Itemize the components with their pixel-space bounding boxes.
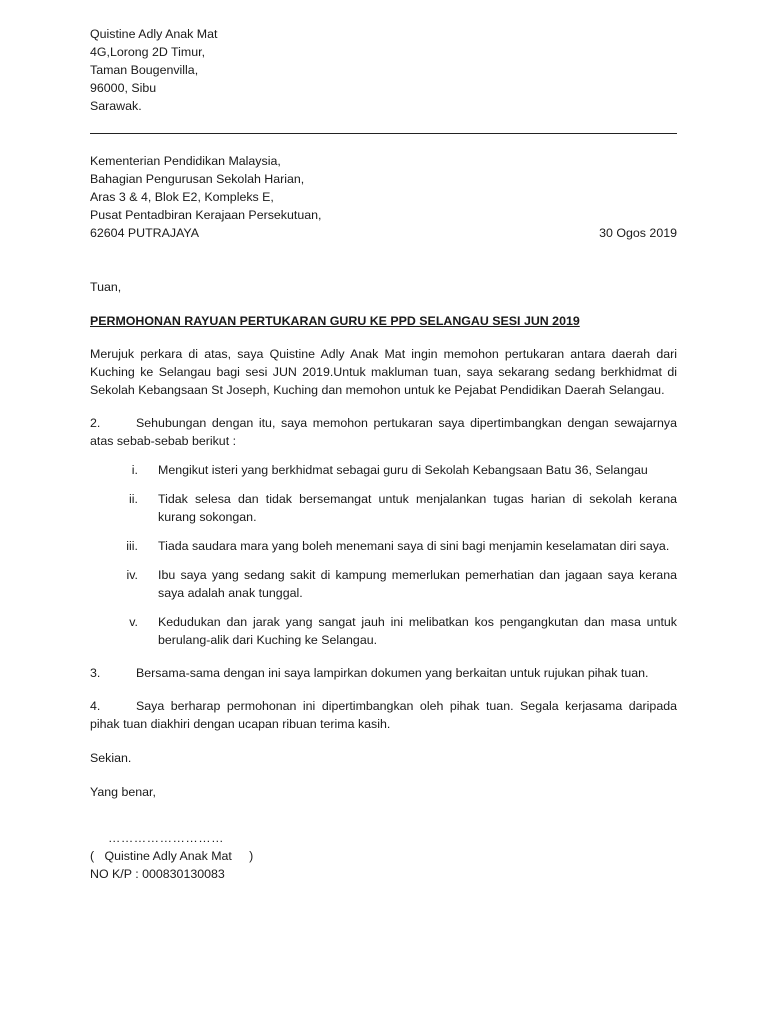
list-item-number: ii. [129,492,138,506]
list-item-text: Tiada saudara mara yang boleh menemani saya di sini bagi menjamin keselamatan diri saya. [158,539,670,553]
list-item-number: iii. [126,539,138,553]
paragraph-1: Merujuk perkara di atas, saya Quistine Adly Anak Mat ingin memohon pertukaran antara daerah dari Kuching ke Selangau bagi sesi JUN 2019.Untuk makluman tuan, saya sekarang sedang berkhidmat di Sekolah Kebangsaan St Joseph, Kuching dan memohon untuk ke Pejabat Pendidikan Daerah Selangau. [90,347,677,397]
recipient-line: Aras 3 & 4, Blok E2, Kompleks E, [90,190,274,204]
list-item [90,537,677,555]
list-item-number: iv. [126,568,138,582]
paragraph-3 [90,664,677,682]
list-item-text: Mengikut isteri yang berkhidmat sebagai guru di Sekolah Kebangsaan Batu 36, Selangau [158,463,648,477]
salutation: Tuan, [90,280,122,294]
signature-dots: ……………………… [108,831,225,845]
ic-number: NO K/P : 000830130083 [90,867,225,881]
recipient-last-row [90,224,677,242]
recipient-line: Kementerian Pendidikan Malaysia, [90,154,281,168]
list-item-text: Kedudukan dan jarak yang sangat jauh ini melibatkan kos pengangkutan dan masa untuk berulang-alik dari Kuching ke Selangau. [158,615,677,647]
paragraph-3-text: Bersama-sama dengan ini saya lampirkan dokumen yang berkaitan untuk rujukan pihak tuan. [136,666,649,680]
header-divider [90,133,677,134]
sender-address [90,25,677,115]
paragraph-number: 3. [90,666,101,680]
paragraph-number: 4. [90,699,101,713]
signature-name: ( Quistine Adly Anak Mat ) [90,849,254,863]
letter-subject: PERMOHONAN RAYUAN PERTUKARAN GURU KE PPD SELANGAU SESI JUN 2019 [90,314,580,328]
list-item-number: i. [131,463,138,477]
list-item-text: Ibu saya yang sedang sakit di kampung memerlukan pemerhatian dan jagaan saya kerana saya adalah anak tunggal. [158,568,677,600]
paragraph-number: 2. [90,416,101,430]
list-item [90,566,677,602]
letter-page [90,25,677,883]
paragraph-4 [90,697,677,733]
list-item-number: v. [129,615,138,629]
sender-address-line: 4G,Lorong 2D Timur, [90,45,206,59]
paragraph-2 [90,414,677,450]
list-item [90,490,677,526]
list-item [90,461,677,479]
recipient-address [90,152,677,242]
reasons-list [90,461,677,649]
letter-date: 30 Ogos 2019 [599,226,677,240]
sender-address-line: Sarawak. [90,99,142,113]
closing-yang-benar: Yang benar, [90,785,156,799]
sender-address-line: Taman Bougenvilla, [90,63,199,77]
recipient-postcode-city: 62604 PUTRAJAYA [90,226,200,240]
recipient-line: Pusat Pentadbiran Kerajaan Persekutuan, [90,208,322,222]
sender-address-line: 96000, Sibu [90,81,157,95]
closing-sekian: Sekian. [90,751,132,765]
recipient-line: Bahagian Pengurusan Sekolah Harian, [90,172,305,186]
paragraph-2-text: Sehubungan dengan itu, saya memohon pertukaran saya dipertimbangkan dengan sewajarnya atas sebab-sebab berikut : [90,416,677,448]
list-item [90,613,677,649]
sender-name: Quistine Adly Anak Mat [90,27,218,41]
paragraph-4-text: Saya berharap permohonan ini dipertimbangkan oleh pihak tuan. Segala kerjasama daripada pihak tuan diakhiri dengan ucapan ribuan terima kasih. [90,699,677,731]
list-item-text: Tidak selesa dan tidak bersemangat untuk menjalankan tugas harian di sekolah kerana kurang sokongan. [158,492,677,524]
